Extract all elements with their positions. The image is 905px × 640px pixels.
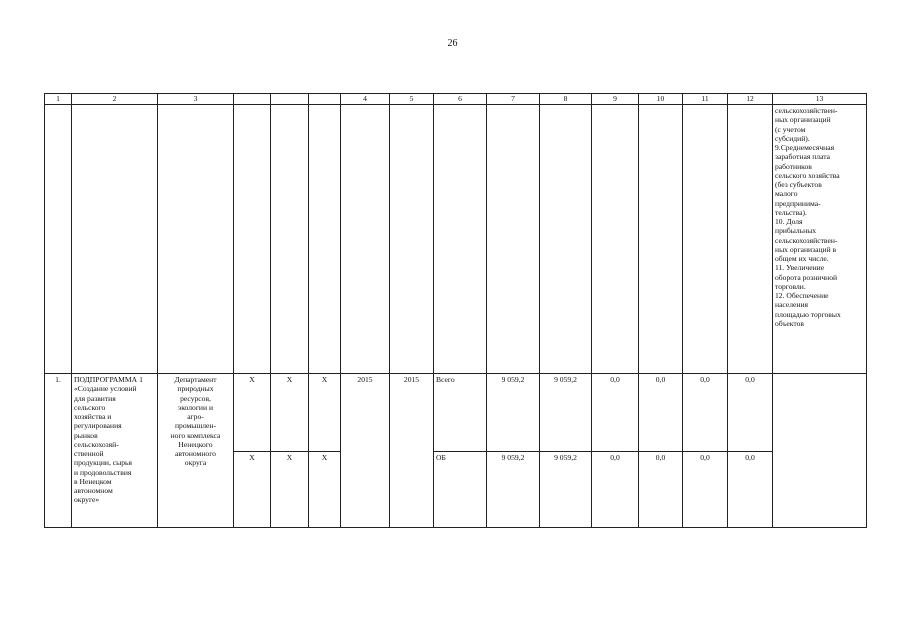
amount-2015: 9 059,2 — [540, 452, 592, 528]
empty-cell — [728, 105, 773, 374]
year-end: 2015 — [390, 374, 434, 528]
program-title: ПОДПРОГРАММА 1 «Создание условий для развития сельского хозяйства и регулирования рынков сельскохозяй- ственной продукции, сырья и продовольствия в Ненецком автономном округе» — [72, 374, 158, 528]
header-cell — [234, 94, 271, 105]
header-cell: 3 — [158, 94, 234, 105]
amount-col12: 0,0 — [728, 374, 773, 452]
amount-col9: 0,0 — [592, 452, 639, 528]
empty-cell — [773, 374, 867, 528]
header-cell: 4 — [341, 94, 390, 105]
amount-total: 9 059,2 — [487, 374, 540, 452]
empty-cell — [434, 105, 487, 374]
empty-cell — [234, 105, 271, 374]
empty-cell — [72, 105, 158, 374]
empty-cell — [683, 105, 728, 374]
header-cell: 5 — [390, 94, 434, 105]
header-cell — [309, 94, 341, 105]
amount-col10: 0,0 — [639, 452, 683, 528]
amount-total: 9 059,2 — [487, 452, 540, 528]
empty-cell — [341, 105, 390, 374]
header-cell: 8 — [540, 94, 592, 105]
amount-col12: 0,0 — [728, 452, 773, 528]
amount-2015: 9 059,2 — [540, 374, 592, 452]
empty-cell — [639, 105, 683, 374]
header-cell: 7 — [487, 94, 540, 105]
continued-indicators-row — [45, 105, 867, 374]
amount-col9: 0,0 — [592, 374, 639, 452]
program-table — [44, 93, 867, 528]
x-mark: X — [271, 452, 309, 528]
page-number: 26 — [447, 38, 458, 49]
program-number: 1. — [45, 374, 72, 528]
program-row-total — [45, 374, 867, 452]
empty-cell — [487, 105, 540, 374]
x-mark: X — [309, 452, 341, 528]
header-cell: 12 — [728, 94, 773, 105]
empty-cell — [540, 105, 592, 374]
header-cell: 2 — [72, 94, 158, 105]
funding-source: Всего — [434, 374, 487, 452]
x-mark: X — [234, 374, 271, 452]
header-cell: 13 — [773, 94, 867, 105]
header-cell: 1 — [45, 94, 72, 105]
header-cell: 9 — [592, 94, 639, 105]
x-mark: X — [271, 374, 309, 452]
empty-cell — [309, 105, 341, 374]
funding-source: ОБ — [434, 452, 487, 528]
amount-col10: 0,0 — [639, 374, 683, 452]
amount-col11: 0,0 — [683, 374, 728, 452]
indicators-text: сельскохозяйствен- ных организаций (с учетом субсидий). 9.Среднемесячная заработная плата работников сельского хозяйства (без субъектов малого предпринима- тельства). 10. Доля прибыльных сельскохозяйствен- ных организаций в общем их числе. 11. Увеличение оборота розничной торговли. 12. Обеспечение населения площадью торговых объектов — [773, 105, 867, 374]
column-number-row — [45, 94, 867, 105]
empty-cell — [390, 105, 434, 374]
amount-col11: 0,0 — [683, 452, 728, 528]
empty-cell — [45, 105, 72, 374]
header-cell — [271, 94, 309, 105]
x-mark: X — [234, 452, 271, 528]
header-cell: 11 — [683, 94, 728, 105]
empty-cell — [592, 105, 639, 374]
x-mark: X — [309, 374, 341, 452]
program-department: Департамент природных ресурсов, экологии и агро- промышлен- ного комплекса Ненецкого автономного округа — [158, 374, 234, 528]
header-cell: 10 — [639, 94, 683, 105]
header-cell: 6 — [434, 94, 487, 105]
empty-cell — [271, 105, 309, 374]
year-start: 2015 — [341, 374, 390, 528]
empty-cell — [158, 105, 234, 374]
